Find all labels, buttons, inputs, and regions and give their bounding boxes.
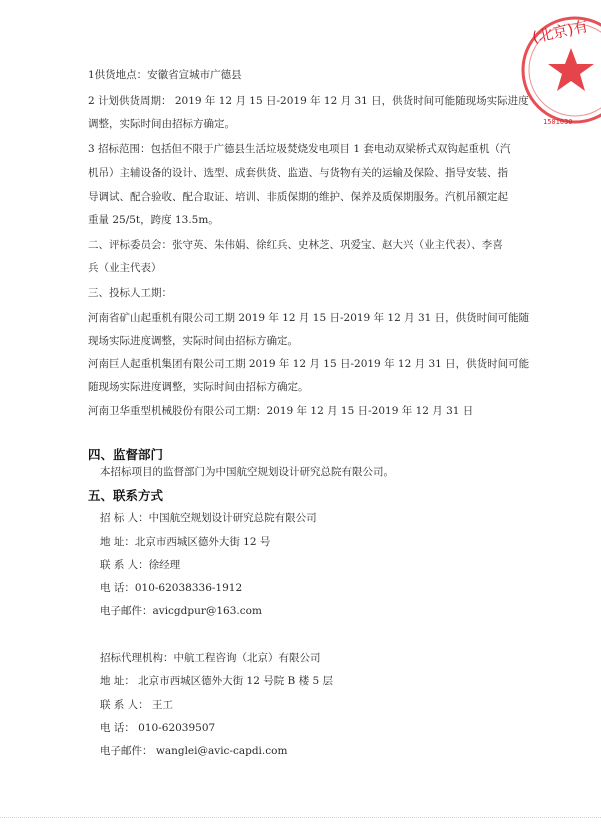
agency-contact: 联 系 人： 王工 bbox=[100, 699, 174, 711]
seal-stamp-icon bbox=[515, 8, 601, 138]
committee-line-2: 兵（业主代表） bbox=[88, 262, 162, 274]
bidder-2-line-1: 河南巨人起重机集团有限公司工期 2019 年 12 月 15 日-2019 年 12 月 31 日，供货时间可能 bbox=[88, 358, 530, 370]
tenderer-name: 招 标 人：中国航空规划设计研究总院有限公司 bbox=[100, 512, 317, 524]
seal-number: 1501030 bbox=[543, 118, 573, 126]
supervision-heading: 四、监督部门 bbox=[88, 447, 164, 462]
scope-line-2: 机吊）主辅设备的设计、选型、成套供货、监造、与货物有关的运输及保险、指导安装、指 bbox=[88, 167, 508, 179]
plan-supply-line-1: 2 计划供货周期： 2019 年 12 月 15 日-2019 年 12 月 31 日，供货时间可能随现场实际进度 bbox=[88, 95, 529, 107]
bidder-1-line-1: 河南省矿山起重机有限公司工期 2019 年 12 月 15 日-2019 年 12 月 31 日，供货时间可能随 bbox=[88, 312, 530, 324]
scope-line-4: 重量 25/5t，跨度 13.5m。 bbox=[88, 214, 219, 226]
supervision-text: 本招标项目的监督部门为中国航空规划设计研究总院有限公司。 bbox=[100, 466, 394, 478]
bidder-2-line-2: 随现场实际进度调整，实际时间由招标方确定。 bbox=[88, 381, 309, 393]
agency-email: 电子邮件： wanglei@avic-capdi.com bbox=[100, 745, 288, 757]
committee-line-1: 二、评标委员会：张守英、朱伟娟、徐红兵、史林芝、巩爱宝、赵大兴（业主代表）、李喜 bbox=[88, 239, 503, 251]
tenderer-address: 地 址：北京市西城区德外大街 12 号 bbox=[100, 536, 271, 548]
bidders-title: 三、投标人工期： bbox=[88, 287, 172, 299]
contact-heading: 五、联系方式 bbox=[88, 488, 164, 503]
scope-line-3: 导调试、配合验收、配合取证、培训、非质保期的维护、保养及质保期服务。汽机吊额定起 bbox=[88, 191, 508, 203]
agency-address: 地 址： 北京市西城区德外大街 12 号院 B 楼 5 层 bbox=[100, 675, 333, 687]
agency-phone: 电 话： 010-62039507 bbox=[100, 722, 216, 734]
seal-text: (北京)有 bbox=[530, 17, 590, 47]
supply-place: 1供货地点：安徽省宣城市广德县 bbox=[88, 69, 242, 81]
tenderer-contact: 联 系 人：徐经理 bbox=[100, 559, 181, 571]
tenderer-email: 电子邮件：avicgdpur@163.com bbox=[100, 605, 262, 617]
agency-name: 招标代理机构：中航工程咨询（北京）有限公司 bbox=[100, 652, 321, 664]
page-bottom-edge bbox=[0, 817, 601, 824]
plan-supply-line-2: 调整，实际时间由招标方确定。 bbox=[88, 118, 235, 130]
bidder-3-line-1: 河南卫华重型机械股份有限公司工期：2019 年 12 月 15 日-2019 年 12 月 31 日 bbox=[88, 405, 474, 417]
scope-line-1: 3 招标范围：包括但不限于广德县生活垃圾焚烧发电项目 1 套电动双梁桥式双钩起重机（汽 bbox=[88, 143, 511, 155]
tenderer-phone: 电 话：010-62038336-1912 bbox=[100, 582, 243, 594]
bidder-1-line-2: 现场实际进度调整，实际时间由招标方确定。 bbox=[88, 335, 298, 347]
